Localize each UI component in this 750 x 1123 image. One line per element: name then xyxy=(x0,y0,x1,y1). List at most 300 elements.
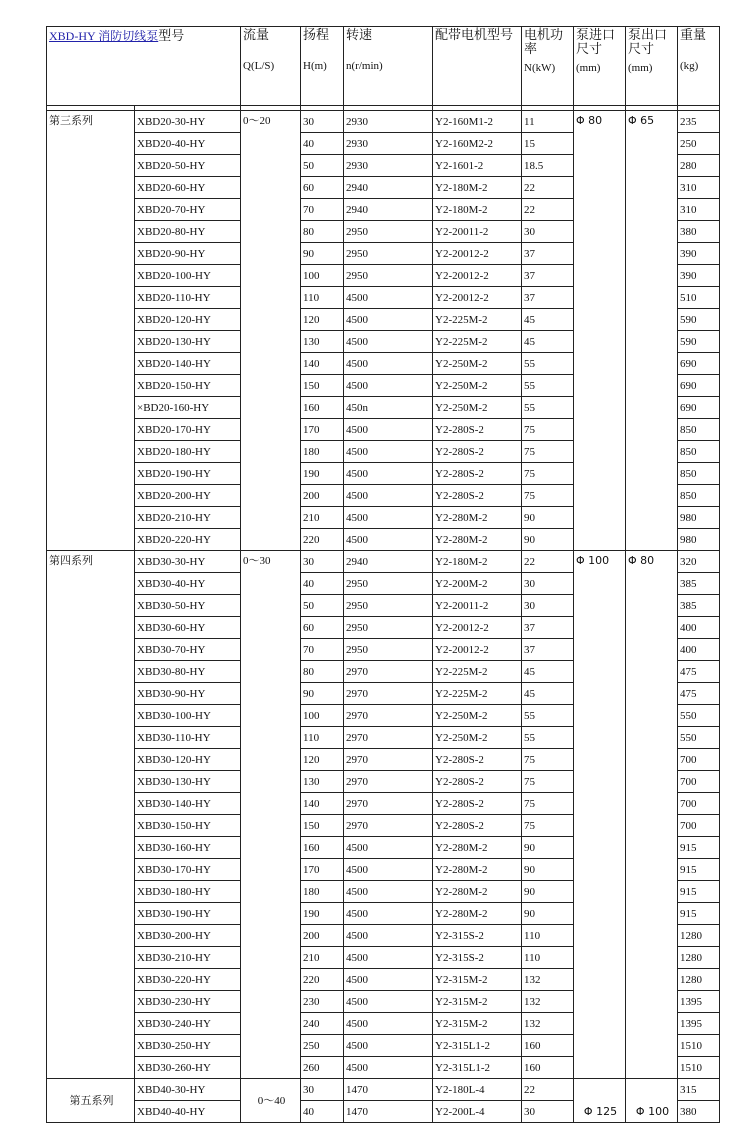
speed-cell: 2970 xyxy=(344,683,433,705)
speed-cell: 4500 xyxy=(344,485,433,507)
model-cell: ×BD20-160-HY xyxy=(135,397,241,419)
model-cell: XBD20-200-HY xyxy=(135,485,241,507)
head-cell: 120 xyxy=(301,749,344,771)
motor-model-cell: Y2-250M-2 xyxy=(433,375,522,397)
motor-model-cell: Y2-280S-2 xyxy=(433,749,522,771)
header-speed-unit: n(r/min) xyxy=(346,60,383,72)
speed-cell: 2970 xyxy=(344,771,433,793)
head-cell: 80 xyxy=(301,221,344,243)
header-weight: 重量 (kg) xyxy=(678,27,720,106)
header-power-unit: N(kW) xyxy=(524,62,556,74)
speed-cell: 4500 xyxy=(344,1035,433,1057)
model-cell: XBD30-210-HY xyxy=(135,947,241,969)
motor-model-cell: Y2-20012-2 xyxy=(433,243,522,265)
model-cell: XBD30-200-HY xyxy=(135,925,241,947)
model-cell: XBD20-90-HY xyxy=(135,243,241,265)
head-cell: 200 xyxy=(301,485,344,507)
power-cell: 30 xyxy=(522,221,574,243)
head-cell: 60 xyxy=(301,617,344,639)
speed-cell: 2950 xyxy=(344,617,433,639)
power-cell: 75 xyxy=(522,749,574,771)
speed-cell: 4500 xyxy=(344,529,433,551)
power-cell: 75 xyxy=(522,793,574,815)
speed-cell: 4500 xyxy=(344,881,433,903)
weight-cell: 390 xyxy=(678,265,720,287)
weight-cell: 1510 xyxy=(678,1035,720,1057)
model-cell: XBD20-210-HY xyxy=(135,507,241,529)
head-cell: 150 xyxy=(301,815,344,837)
motor-model-cell: Y2-315L1-2 xyxy=(433,1035,522,1057)
head-cell: 150 xyxy=(301,375,344,397)
model-cell: XBD30-50-HY xyxy=(135,595,241,617)
header-power: 电机功率 N(kW) xyxy=(522,27,574,106)
head-cell: 180 xyxy=(301,441,344,463)
motor-model-cell: Y2-200M-2 xyxy=(433,573,522,595)
inlet-size: Φ 100 xyxy=(574,551,626,1079)
model-cell: XBD30-240-HY xyxy=(135,1013,241,1035)
weight-cell: 1280 xyxy=(678,925,720,947)
head-cell: 160 xyxy=(301,837,344,859)
motor-model-cell: Y2-225M-2 xyxy=(433,309,522,331)
model-cell: XBD20-120-HY xyxy=(135,309,241,331)
head-cell: 90 xyxy=(301,683,344,705)
weight-cell: 235 xyxy=(678,111,720,133)
header-model-label: 型号 xyxy=(158,29,185,44)
head-cell: 130 xyxy=(301,771,344,793)
motor-model-cell: Y2-280M-2 xyxy=(433,903,522,925)
header-flow: 流量 Q(L/S) xyxy=(241,27,301,106)
model-cell: XBD40-30-HY xyxy=(135,1079,241,1101)
header-outlet-unit: (mm) xyxy=(628,62,653,74)
motor-model-cell: Y2-315L1-2 xyxy=(433,1057,522,1079)
head-cell: 50 xyxy=(301,595,344,617)
head-cell: 80 xyxy=(301,661,344,683)
weight-cell: 590 xyxy=(678,331,720,353)
motor-model-cell: Y2-180M-2 xyxy=(433,177,522,199)
speed-cell: 2950 xyxy=(344,221,433,243)
motor-model-cell: Y2-20012-2 xyxy=(433,265,522,287)
head-cell: 60 xyxy=(301,177,344,199)
speed-cell: 2950 xyxy=(344,265,433,287)
motor-model-cell: Y2-250M-2 xyxy=(433,705,522,727)
weight-cell: 310 xyxy=(678,177,720,199)
speed-cell: 2940 xyxy=(344,551,433,573)
model-cell: XBD20-190-HY xyxy=(135,463,241,485)
model-cell: XBD30-60-HY xyxy=(135,617,241,639)
motor-model-cell: Y2-20012-2 xyxy=(433,639,522,661)
model-cell: XBD20-150-HY xyxy=(135,375,241,397)
speed-cell: 4500 xyxy=(344,1057,433,1079)
weight-cell: 690 xyxy=(678,397,720,419)
weight-cell: 550 xyxy=(678,727,720,749)
motor-model-cell: Y2-160M1-2 xyxy=(433,111,522,133)
title-link[interactable]: XBD-HY 消防切线泵 xyxy=(49,29,159,43)
header-head-unit: H(m) xyxy=(303,60,327,72)
speed-cell: 2950 xyxy=(344,639,433,661)
head-cell: 140 xyxy=(301,793,344,815)
head-cell: 170 xyxy=(301,859,344,881)
weight-cell: 850 xyxy=(678,441,720,463)
motor-model-cell: Y2-315M-2 xyxy=(433,969,522,991)
power-cell: 37 xyxy=(522,639,574,661)
weight-cell: 1280 xyxy=(678,969,720,991)
weight-cell: 400 xyxy=(678,639,720,661)
speed-cell: 1470 xyxy=(344,1101,433,1123)
motor-model-cell: Y2-280M-2 xyxy=(433,837,522,859)
weight-cell: 700 xyxy=(678,815,720,837)
weight-cell: 1395 xyxy=(678,991,720,1013)
header-model xyxy=(47,27,241,106)
model-cell: XBD30-260-HY xyxy=(135,1057,241,1079)
model-cell: XBD30-170-HY xyxy=(135,859,241,881)
speed-cell: 2950 xyxy=(344,573,433,595)
model-cell: XBD20-80-HY xyxy=(135,221,241,243)
head-cell: 30 xyxy=(301,111,344,133)
weight-cell: 380 xyxy=(678,221,720,243)
power-cell: 110 xyxy=(522,925,574,947)
speed-cell: 2970 xyxy=(344,727,433,749)
power-cell: 90 xyxy=(522,903,574,925)
weight-cell: 850 xyxy=(678,463,720,485)
weight-cell: 700 xyxy=(678,771,720,793)
header-weight-unit: (kg) xyxy=(680,60,699,72)
head-cell: 110 xyxy=(301,287,344,309)
series-label: 第四系列 xyxy=(47,551,135,1079)
model-cell: XBD30-190-HY xyxy=(135,903,241,925)
weight-cell: 385 xyxy=(678,595,720,617)
model-cell: XBD30-220-HY xyxy=(135,969,241,991)
model-cell: XBD30-90-HY xyxy=(135,683,241,705)
power-cell: 45 xyxy=(522,331,574,353)
power-cell: 45 xyxy=(522,661,574,683)
speed-cell: 4500 xyxy=(344,441,433,463)
speed-cell: 4500 xyxy=(344,859,433,881)
power-cell: 90 xyxy=(522,507,574,529)
power-cell: 90 xyxy=(522,881,574,903)
head-cell: 40 xyxy=(301,133,344,155)
power-cell: 37 xyxy=(522,617,574,639)
header-head: 扬程 H(m) xyxy=(301,27,344,106)
speed-cell: 450n xyxy=(344,397,433,419)
power-cell: 30 xyxy=(522,595,574,617)
speed-cell: 4500 xyxy=(344,287,433,309)
outlet-size: Φ 80 xyxy=(626,551,678,1079)
speed-cell: 2940 xyxy=(344,199,433,221)
weight-cell: 315 xyxy=(678,1079,720,1101)
motor-model-cell: Y2-315M-2 xyxy=(433,1013,522,1035)
motor-model-cell: Y2-160M2-2 xyxy=(433,133,522,155)
power-cell: 55 xyxy=(522,353,574,375)
model-cell: XBD20-30-HY xyxy=(135,111,241,133)
model-cell: XBD20-170-HY xyxy=(135,419,241,441)
speed-cell: 2950 xyxy=(344,595,433,617)
weight-cell: 690 xyxy=(678,353,720,375)
table-row xyxy=(47,551,720,573)
table-row xyxy=(47,111,720,133)
motor-model-cell: Y2-280S-2 xyxy=(433,793,522,815)
head-cell: 190 xyxy=(301,463,344,485)
power-cell: 37 xyxy=(522,265,574,287)
motor-model-cell: Y2-225M-2 xyxy=(433,331,522,353)
flow-range: 0～40 xyxy=(241,1079,301,1123)
speed-cell: 4500 xyxy=(344,507,433,529)
weight-cell: 915 xyxy=(678,903,720,925)
model-cell: XBD30-70-HY xyxy=(135,639,241,661)
motor-model-cell: Y2-200L-4 xyxy=(433,1101,522,1123)
head-cell: 110 xyxy=(301,727,344,749)
speed-cell: 4500 xyxy=(344,463,433,485)
weight-cell: 915 xyxy=(678,859,720,881)
series-label: 第三系列 xyxy=(47,111,135,551)
model-cell: XBD30-150-HY xyxy=(135,815,241,837)
flow-range: 0～30 xyxy=(241,551,301,1079)
head-cell: 100 xyxy=(301,705,344,727)
power-cell: 160 xyxy=(522,1035,574,1057)
model-cell: XBD20-140-HY xyxy=(135,353,241,375)
head-cell: 220 xyxy=(301,529,344,551)
weight-cell: 980 xyxy=(678,507,720,529)
speed-cell: 4500 xyxy=(344,837,433,859)
power-cell: 132 xyxy=(522,1013,574,1035)
head-cell: 200 xyxy=(301,925,344,947)
speed-cell: 2930 xyxy=(344,111,433,133)
power-cell: 75 xyxy=(522,441,574,463)
model-cell: XBD30-30-HY xyxy=(135,551,241,573)
weight-cell: 400 xyxy=(678,617,720,639)
motor-model-cell: Y2-280S-2 xyxy=(433,771,522,793)
model-cell: XBD30-100-HY xyxy=(135,705,241,727)
weight-cell: 1280 xyxy=(678,947,720,969)
motor-model-cell: Y2-1601-2 xyxy=(433,155,522,177)
motor-model-cell: Y2-280S-2 xyxy=(433,441,522,463)
model-cell: XBD30-180-HY xyxy=(135,881,241,903)
head-cell: 30 xyxy=(301,1079,344,1101)
weight-cell: 390 xyxy=(678,243,720,265)
power-cell: 55 xyxy=(522,727,574,749)
head-cell: 140 xyxy=(301,353,344,375)
head-cell: 90 xyxy=(301,243,344,265)
speed-cell: 4500 xyxy=(344,947,433,969)
power-cell: 45 xyxy=(522,683,574,705)
speed-cell: 4500 xyxy=(344,925,433,947)
head-cell: 170 xyxy=(301,419,344,441)
inlet-size: Φ 125 xyxy=(574,1079,626,1123)
power-cell: 75 xyxy=(522,463,574,485)
speed-cell: 2970 xyxy=(344,661,433,683)
head-cell: 100 xyxy=(301,265,344,287)
motor-model-cell: Y2-315S-2 xyxy=(433,925,522,947)
motor-model-cell: Y2-280M-2 xyxy=(433,529,522,551)
weight-cell: 850 xyxy=(678,485,720,507)
model-cell: XBD30-140-HY xyxy=(135,793,241,815)
power-cell: 75 xyxy=(522,815,574,837)
table-row xyxy=(47,1079,720,1101)
weight-cell: 915 xyxy=(678,881,720,903)
power-cell: 90 xyxy=(522,529,574,551)
head-cell: 160 xyxy=(301,397,344,419)
power-cell: 22 xyxy=(522,177,574,199)
model-cell: XBD40-40-HY xyxy=(135,1101,241,1123)
weight-cell: 380 xyxy=(678,1101,720,1123)
motor-model-cell: Y2-280M-2 xyxy=(433,859,522,881)
speed-cell: 4500 xyxy=(344,1013,433,1035)
power-cell: 37 xyxy=(522,243,574,265)
head-cell: 210 xyxy=(301,507,344,529)
head-cell: 50 xyxy=(301,155,344,177)
head-cell: 30 xyxy=(301,551,344,573)
speed-cell: 4500 xyxy=(344,969,433,991)
model-cell: XBD20-130-HY xyxy=(135,331,241,353)
speed-cell: 2930 xyxy=(344,133,433,155)
power-cell: 15 xyxy=(522,133,574,155)
header-flow-unit: Q(L/S) xyxy=(243,60,275,72)
speed-cell: 2970 xyxy=(344,793,433,815)
speed-cell: 2970 xyxy=(344,705,433,727)
head-cell: 190 xyxy=(301,903,344,925)
power-cell: 22 xyxy=(522,199,574,221)
model-cell: XBD30-130-HY xyxy=(135,771,241,793)
motor-model-cell: Y2-250M-2 xyxy=(433,397,522,419)
head-cell: 70 xyxy=(301,639,344,661)
motor-model-cell: Y2-280M-2 xyxy=(433,507,522,529)
motor-model-cell: Y2-250M-2 xyxy=(433,727,522,749)
model-cell: XBD20-50-HY xyxy=(135,155,241,177)
model-cell: XBD20-70-HY xyxy=(135,199,241,221)
weight-cell: 510 xyxy=(678,287,720,309)
motor-model-cell: Y2-250M-2 xyxy=(433,353,522,375)
head-cell: 260 xyxy=(301,1057,344,1079)
series-label: 第五系列 xyxy=(47,1079,135,1123)
power-cell: 110 xyxy=(522,947,574,969)
head-cell: 40 xyxy=(301,573,344,595)
speed-cell: 4500 xyxy=(344,331,433,353)
head-cell: 180 xyxy=(301,881,344,903)
model-cell: XBD20-220-HY xyxy=(135,529,241,551)
outlet-size: Φ 100 xyxy=(626,1079,678,1123)
header-outlet: 泵出口尺寸 (mm) xyxy=(626,27,678,106)
model-cell: XBD30-110-HY xyxy=(135,727,241,749)
motor-model-cell: Y2-20012-2 xyxy=(433,287,522,309)
header-motor-model: 配带电机型号 xyxy=(433,27,522,106)
weight-cell: 250 xyxy=(678,133,720,155)
header-inlet: 泵进口尺寸 (mm) xyxy=(574,27,626,106)
header-speed: 转速 n(r/min) xyxy=(344,27,433,106)
weight-cell: 1510 xyxy=(678,1057,720,1079)
head-cell: 230 xyxy=(301,991,344,1013)
weight-cell: 590 xyxy=(678,309,720,331)
weight-cell: 980 xyxy=(678,529,720,551)
header-inlet-unit: (mm) xyxy=(576,62,601,74)
head-cell: 240 xyxy=(301,1013,344,1035)
model-cell: XBD20-110-HY xyxy=(135,287,241,309)
power-cell: 30 xyxy=(522,573,574,595)
model-cell: XBD20-100-HY xyxy=(135,265,241,287)
speed-cell: 1470 xyxy=(344,1079,433,1101)
speed-cell: 4500 xyxy=(344,375,433,397)
power-cell: 132 xyxy=(522,991,574,1013)
pump-spec-table xyxy=(46,26,720,1123)
weight-cell: 700 xyxy=(678,793,720,815)
flow-range: 0～20 xyxy=(241,111,301,551)
weight-cell: 850 xyxy=(678,419,720,441)
power-cell: 30 xyxy=(522,1101,574,1123)
weight-cell: 310 xyxy=(678,199,720,221)
motor-model-cell: Y2-180M-2 xyxy=(433,551,522,573)
model-cell: XBD20-40-HY xyxy=(135,133,241,155)
power-cell: 132 xyxy=(522,969,574,991)
power-cell: 22 xyxy=(522,551,574,573)
model-cell: XBD20-180-HY xyxy=(135,441,241,463)
power-cell: 55 xyxy=(522,705,574,727)
motor-model-cell: Y2-225M-2 xyxy=(433,683,522,705)
weight-cell: 280 xyxy=(678,155,720,177)
header-row xyxy=(47,27,720,106)
motor-model-cell: Y2-315M-2 xyxy=(433,991,522,1013)
speed-cell: 4500 xyxy=(344,903,433,925)
model-cell: XBD30-120-HY xyxy=(135,749,241,771)
head-cell: 130 xyxy=(301,331,344,353)
speed-cell: 4500 xyxy=(344,353,433,375)
head-cell: 250 xyxy=(301,1035,344,1057)
weight-cell: 385 xyxy=(678,573,720,595)
model-cell: XBD30-40-HY xyxy=(135,573,241,595)
model-cell: XBD30-160-HY xyxy=(135,837,241,859)
motor-model-cell: Y2-280S-2 xyxy=(433,815,522,837)
head-cell: 120 xyxy=(301,309,344,331)
speed-cell: 4500 xyxy=(344,991,433,1013)
model-cell: XBD30-250-HY xyxy=(135,1035,241,1057)
power-cell: 90 xyxy=(522,859,574,881)
speed-cell: 4500 xyxy=(344,419,433,441)
weight-cell: 320 xyxy=(678,551,720,573)
motor-model-cell: Y2-280S-2 xyxy=(433,485,522,507)
motor-model-cell: Y2-180L-4 xyxy=(433,1079,522,1101)
head-cell: 220 xyxy=(301,969,344,991)
motor-model-cell: Y2-20011-2 xyxy=(433,221,522,243)
power-cell: 55 xyxy=(522,397,574,419)
speed-cell: 2970 xyxy=(344,749,433,771)
power-cell: 45 xyxy=(522,309,574,331)
weight-cell: 475 xyxy=(678,661,720,683)
weight-cell: 690 xyxy=(678,375,720,397)
model-cell: XBD20-60-HY xyxy=(135,177,241,199)
motor-model-cell: Y2-280S-2 xyxy=(433,419,522,441)
motor-model-cell: Y2-280M-2 xyxy=(433,881,522,903)
weight-cell: 915 xyxy=(678,837,720,859)
power-cell: 55 xyxy=(522,375,574,397)
weight-cell: 475 xyxy=(678,683,720,705)
motor-model-cell: Y2-20012-2 xyxy=(433,617,522,639)
power-cell: 18.5 xyxy=(522,155,574,177)
power-cell: 22 xyxy=(522,1079,574,1101)
speed-cell: 2940 xyxy=(344,177,433,199)
speed-cell: 2970 xyxy=(344,815,433,837)
motor-model-cell: Y2-20011-2 xyxy=(433,595,522,617)
motor-model-cell: Y2-315S-2 xyxy=(433,947,522,969)
outlet-size: Φ 65 xyxy=(626,111,678,551)
power-cell: 75 xyxy=(522,485,574,507)
head-cell: 40 xyxy=(301,1101,344,1123)
speed-cell: 2930 xyxy=(344,155,433,177)
head-cell: 70 xyxy=(301,199,344,221)
power-cell: 160 xyxy=(522,1057,574,1079)
power-cell: 75 xyxy=(522,771,574,793)
weight-cell: 550 xyxy=(678,705,720,727)
motor-model-cell: Y2-280S-2 xyxy=(433,463,522,485)
head-cell: 210 xyxy=(301,947,344,969)
weight-cell: 1395 xyxy=(678,1013,720,1035)
speed-cell: 4500 xyxy=(344,309,433,331)
